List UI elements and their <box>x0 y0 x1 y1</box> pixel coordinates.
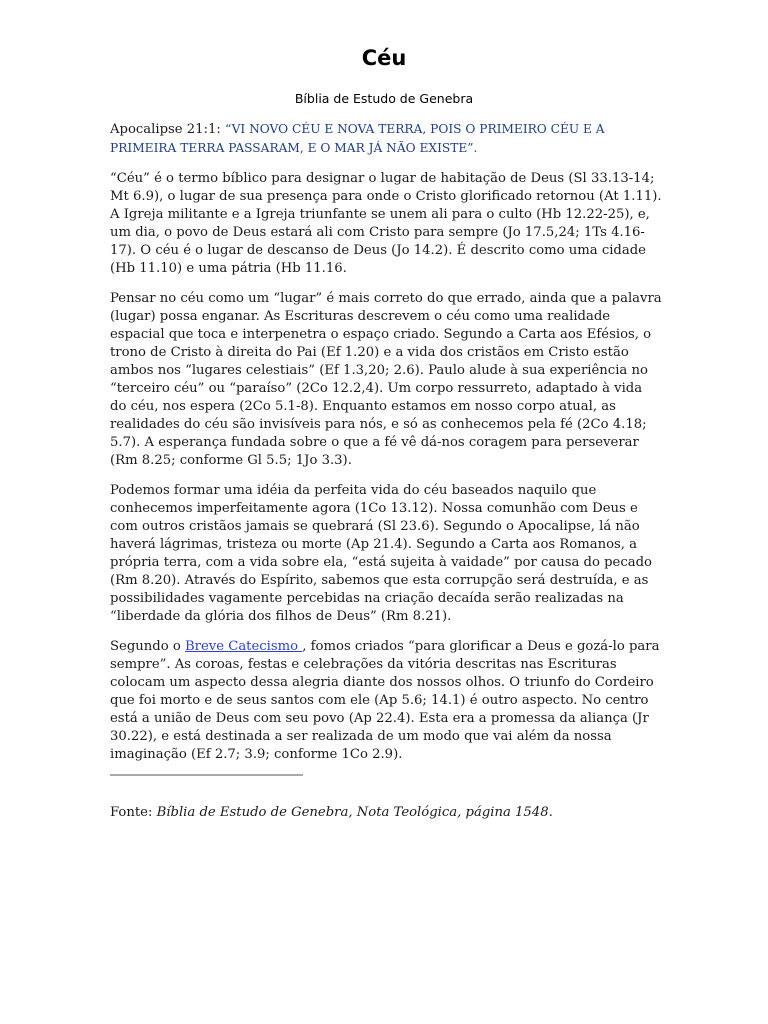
verse-paragraph <box>110 120 662 158</box>
verse-quote: “VI NOVO CÉU E NOVA TERRA, POIS O PRIMEIRO CÉU E A PRIMEIRA TERRA PASSARAM, E O MAR JÁ NÃO EXISTE”. <box>110 122 605 155</box>
page-subtitle: Bíblia de Estudo de Genebra <box>294 91 474 106</box>
body-paragraph-1: “Céu” é o termo bíblico para designar o lugar de habitação de Deus (Sl 33.13-14; Mt 6.9), o lugar de sua presença para onde o Cristo glorificado retornou (At 1.11). A Igreja militante e a Igreja triunfante se unem ali para o culto (Hb 12.22-25), e, um dia, o povo de Deus estará ali com Cristo para sempre (Jo 17.5,24; 1Ts 4.16-17). O céu é o lugar de descanso de Deus (Jo 14.2). É descrito como uma cidade (Hb 11.10) e uma pátria (Hb 11.16. <box>110 171 662 276</box>
document-body <box>110 120 662 776</box>
source-citation: Bíblia de Estudo de Genebra, Nota Teológica, página 1548 <box>156 805 549 820</box>
body-paragraph-2: Pensar no céu como um “lugar” é mais correto do que errado, ainda que a palavra (lugar) possa enganar. As Escrituras descrevem o céu como uma realidade espacial que toca e interpenetra o espaço criado. Segundo a Carta aos Efésios, o trono de Cristo à direita do Pai (Ef 1.20) e a vida dos cristãos em Cristo estão ambos nos “lugares celestiais” (Ef 1.3,20; 2.6). Paulo alude à sua experiência no “terceiro céu” ou “paraíso” (2Co 12.2,4). Um corpo ressurreto, adaptado à vida do céu, nos espera (2Co 5.1-8). Enquanto estamos em nosso corpo atual, as realidades do céu são invisíveis para nós, e só as conhecemos pela fé (2Co 4.18; 5.7). A esperança fundada sobre o que a fé vê dá-nos coragem para perseverar (Rm 8.25; conforme Gl 5.5; 1Jo 3.3). <box>110 291 662 468</box>
source-label: Fonte: <box>110 805 157 820</box>
body-paragraph-3: Podemos formar uma idéia da perfeita vida do céu baseados naquilo que conhecemos imperfeitamente agora (1Co 13.12). Nossa comunhão com Deus e com outros cristãos jamais se quebrará (Sl 23.6). Segundo o Apocalipse, lá não haverá lágrimas, tristeza ou morte (Ap 21.4). Segundo a Carta aos Romanos, a própria terra, com a vida sobre ela, “está sujeita à vaidade” por causa do pecado (Rm 8.20). Através do Espírito, sabemos que esta corrupção será destruída, e as possibilidades vagamente percebidas na criação decaída serão realizadas na “liberdade da glória dos filhos de Deus” (Rm 8.21). <box>110 483 652 624</box>
source-note <box>110 804 670 822</box>
source-end: . <box>548 805 553 820</box>
breve-catecismo-link[interactable]: Breve Catecismo <box>184 639 303 654</box>
footnote-divider <box>110 774 303 776</box>
verse-reference: Apocalipse 21:1: <box>110 122 226 137</box>
body-paragraph-4 <box>110 638 662 764</box>
paragraph-4-rest: , fomos criados “para glorificar a Deus e gozá-lo para sempre”. As coroas, festas e celebrações da vitória descritas nas Escrituras colocam um aspecto dessa alegria diante dos nossos olhos. O triunfo do Cordeiro que foi morto e de seus santos com ele (Ap 5.6; 14.1) é outro aspecto. No centro está a união de Deus com seu povo (Ap 22.4). Esta era a promessa da aliança (Jr 30.22), e está destinada a ser realizada de um modo que vai além da nossa imaginação (Ef 2.7; 3.9; conforme 1Co 2.9). <box>110 639 660 762</box>
paragraph-4-lead: Segundo o <box>110 639 185 654</box>
page-title: Céu <box>361 46 407 70</box>
